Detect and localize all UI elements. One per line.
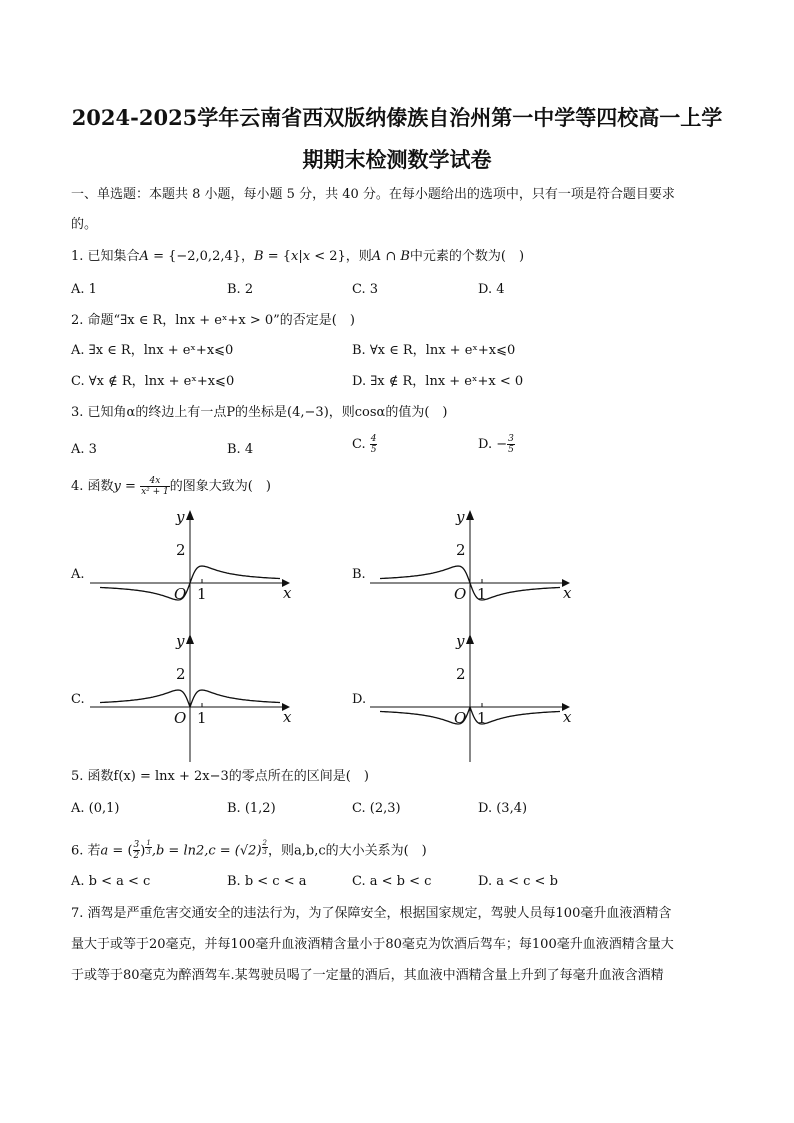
fraction-numerator: 2	[262, 838, 267, 847]
fraction-numerator: 1	[146, 838, 151, 847]
fraction-numerator: 3	[133, 840, 140, 851]
exam-title-line2: 期期末检测数学试卷	[302, 147, 492, 172]
origin-label: O	[174, 709, 187, 727]
y-axis-label: y	[456, 632, 465, 650]
q6-paren-open: (	[127, 843, 133, 859]
q1-set-a: A	[139, 249, 149, 264]
q4-option-a-label: A.	[71, 567, 85, 582]
question-7-line3: 于或等于80毫克为醉酒驾车.某驾驶员喝了一定量的酒后，其血液中酒精含量上升到了每毫升血液含酒精	[71, 968, 664, 983]
x-tick-label-1: 1	[477, 585, 487, 603]
q3-option-c-fraction	[370, 434, 378, 455]
q1-set-a: A	[371, 249, 382, 264]
fraction-denominator: 2	[133, 851, 140, 862]
x-axis-label: x	[283, 584, 292, 602]
x-axis-label: x	[283, 708, 292, 726]
q6-a-expr: a =	[100, 843, 128, 859]
x-tick-label-1: 1	[197, 709, 207, 727]
fraction-denominator: 3	[262, 847, 267, 856]
y-tick-label-2: 2	[176, 541, 186, 559]
q2-option-d: D. ∃x ∉ R，lnx + eˣ+x < 0	[352, 374, 524, 389]
q2-option-b: B. ∀x ∈ R，lnx + eˣ+x⩽0	[352, 343, 516, 358]
fraction-denominator: x² + 1	[141, 487, 169, 497]
q3-option-d	[478, 434, 515, 455]
q1-text: ∩	[381, 249, 401, 264]
y-axis-arrow	[186, 510, 194, 520]
q1-text: = {−2,0,2,4}，	[148, 249, 255, 264]
fraction-denominator: 5	[508, 445, 514, 455]
origin-label: O	[454, 585, 467, 603]
x-axis-label: x	[563, 708, 572, 726]
q6-b-c-expr: ,b = ln2,c = (√2)	[151, 843, 262, 859]
q4-option-d-label: D.	[352, 692, 367, 707]
question-7-line2: 量大于或等于20毫克，并每100毫升血液酒精含量小于80毫克为饮酒后驾车；每100毫升血液酒精含量大	[71, 937, 674, 952]
q1-option-c: C. 3	[352, 282, 379, 297]
q4-option-c-label: C.	[71, 692, 85, 707]
y-tick-label-2: 2	[456, 665, 466, 683]
q6-option-d: D. a < c < b	[478, 874, 558, 889]
fraction-numerator: 3	[508, 434, 514, 444]
question-6-stem	[71, 838, 427, 861]
q2-option-c: C. ∀x ∉ R，lnx + eˣ+x⩽0	[71, 374, 235, 389]
q2-option-a: A. ∃x ∈ R，lnx + eˣ+x⩽0	[71, 343, 234, 358]
fraction-denominator: 3	[146, 847, 151, 856]
q5-option-d: D. (3,4)	[478, 801, 528, 816]
y-axis-label: y	[176, 632, 185, 650]
q3-option-d-fraction	[507, 434, 515, 455]
y-axis-arrow	[466, 634, 474, 644]
q4-graph-a	[90, 508, 300, 638]
q4-fraction	[140, 476, 170, 497]
q5-option-b: B. (1,2)	[227, 801, 276, 816]
y-tick-label-2: 2	[456, 541, 466, 559]
q1-text: |	[298, 249, 303, 264]
q1-set-b: B	[254, 249, 264, 264]
q1-text: 1. 已知集合	[71, 249, 140, 264]
q4-text: 4. 函数	[71, 479, 114, 494]
y-axis-label: y	[176, 508, 185, 526]
q4-graph-d	[370, 632, 580, 762]
q6-paren-close: )	[140, 843, 146, 859]
q4-function: y =	[113, 479, 141, 494]
question-5-stem: 5. 函数f(x) = lnx + 2x−3的零点所在的区间是( )	[71, 769, 369, 784]
fraction-numerator: 4x	[140, 476, 170, 487]
y-tick-label-2: 2	[176, 665, 186, 683]
exam-title-line1: 2024-2025学年云南省西双版纳傣族自治州第一中学等四校高一上学	[71, 105, 723, 130]
y-axis-arrow	[466, 510, 474, 520]
q1-option-b: B. 2	[227, 282, 254, 297]
q6-option-b: B. b < c < a	[227, 874, 307, 889]
q3-option-d-label: D. −	[478, 437, 508, 452]
x-axis-label: x	[563, 584, 572, 602]
q3-option-b: B. 4	[227, 442, 254, 457]
q1-set-b: B	[400, 249, 410, 264]
q3-option-c	[352, 434, 377, 455]
q6-option-a: A. b < a < c	[71, 874, 151, 889]
question-1-stem	[71, 248, 524, 266]
q4-text: 的图象大致为( )	[169, 479, 271, 494]
q3-option-a: A. 3	[71, 442, 97, 457]
origin-label: O	[454, 709, 467, 727]
q5-option-a: A. (0,1)	[71, 801, 120, 816]
q1-text: 中元素的个数为( )	[409, 249, 525, 264]
q5-option-c: C. (2,3)	[352, 801, 401, 816]
q1-text: = {	[263, 249, 292, 264]
x-tick-label-1: 1	[477, 709, 487, 727]
fraction-denominator: 5	[370, 445, 377, 455]
q4-option-b-label: B.	[352, 567, 366, 582]
q3-option-c-label: C.	[352, 437, 370, 452]
q1-var: x	[302, 249, 311, 264]
y-axis-label: y	[456, 508, 465, 526]
q6-option-c: C. a < b < c	[352, 874, 432, 889]
q6-text: ，则a,b,c的大小关系为( )	[267, 843, 427, 859]
q4-graph-c	[90, 632, 300, 762]
q4-graph-b	[370, 508, 580, 638]
origin-label: O	[174, 585, 187, 603]
y-axis-arrow	[186, 634, 194, 644]
question-7-line1: 7. 酒驾是严重危害交通安全的违法行为，为了保障安全，根据国家规定，驾驶人员每100毫升血液酒精含	[71, 906, 672, 921]
x-tick-label-1: 1	[197, 585, 207, 603]
q1-option-a: A. 1	[71, 282, 97, 297]
question-3-stem: 3. 已知角α的终边上有一点P的坐标是(4,−3)，则cosα的值为( )	[71, 405, 448, 420]
section-instructions-line2: 的。	[71, 217, 98, 232]
fraction-numerator: 4	[370, 434, 377, 444]
q1-text: < 2}，则	[310, 249, 372, 264]
question-4-stem	[71, 476, 271, 497]
q1-var: x	[291, 249, 299, 264]
q6-text: 6. 若	[71, 843, 101, 859]
section-instructions-line1: 一、单选题：本题共 8 小题，每小题 5 分，共 40 分。在每小题给出的选项中，只有一项是符合题目要求	[71, 187, 675, 202]
question-2-stem: 2. 命题“∃x ∈ R，lnx + eˣ+x > 0”的否定是( )	[71, 313, 355, 328]
q1-option-d: D. 4	[478, 282, 505, 297]
